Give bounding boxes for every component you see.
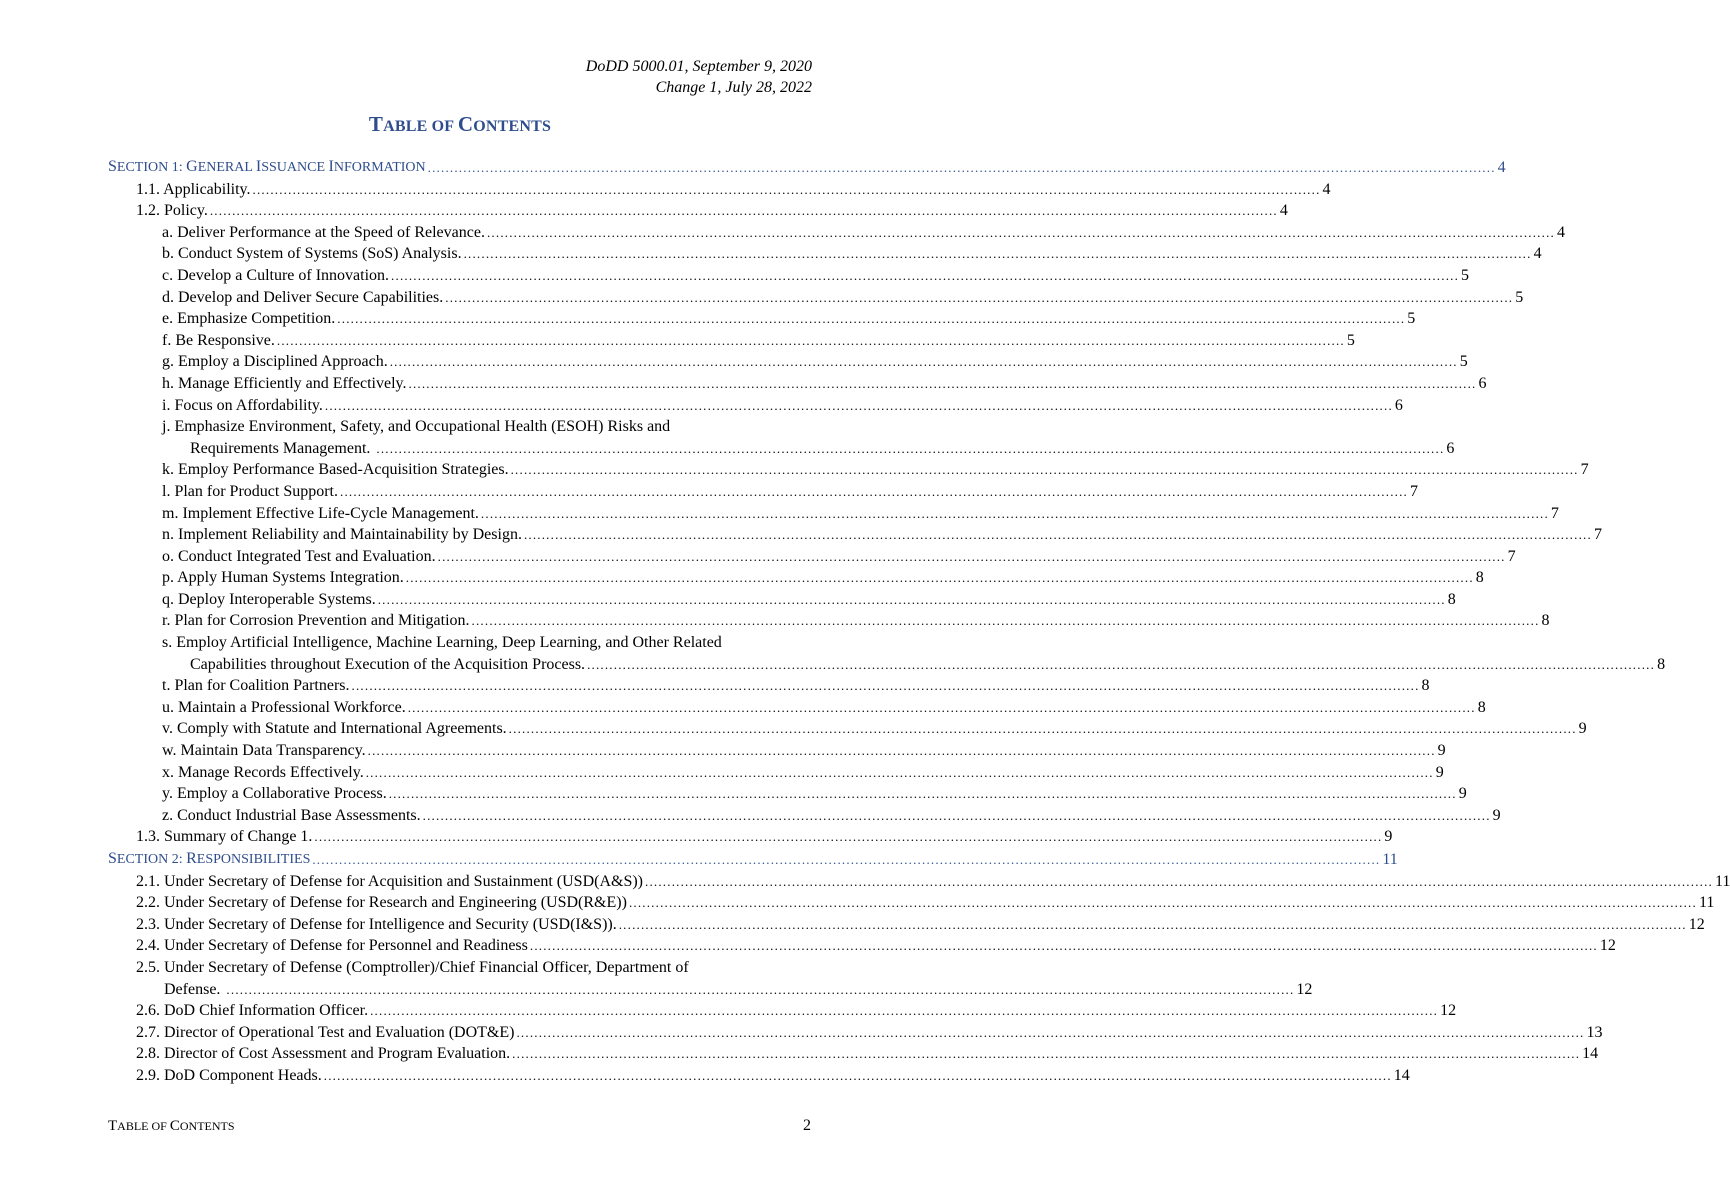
page-number: 11 <box>1382 851 1398 868</box>
page-number: 4 <box>1497 159 1506 176</box>
toc-subentry[interactable]: w. Maintain Data Transparency. ..... 9 <box>108 740 811 762</box>
toc-entry[interactable]: 2.2. Under Secretary of Defense for Research and Engineering (USD(R&E)) ..... 11 <box>108 892 811 914</box>
toc-subentry[interactable]: y. Employ a Collaborative Process. ..... 9 <box>108 783 811 805</box>
footer-title: TABLE OF CONTENTS <box>108 1118 235 1134</box>
toc-subentry[interactable]: z. Conduct Industrial Base Assessments. ..... 9 <box>108 805 811 827</box>
toc-subentry[interactable]: u. Maintain a Professional Workforce. ..... 8 <box>108 697 811 719</box>
toc-entry[interactable]: 2.1. Under Secretary of Defense for Acquisition and Sustainment (USD(A&S)) ..... 11 <box>108 871 811 893</box>
toc-subentry[interactable]: x. Manage Records Effectively. ..... 9 <box>108 762 811 784</box>
toc-subentry[interactable]: l. Plan for Product Support. ..... 7 <box>108 481 811 503</box>
toc-entry[interactable]: 2.8. Director of Cost Assessment and Program Evaluation. ..... 14 <box>108 1043 811 1065</box>
toc-section-1[interactable]: SECTION 1: GENERAL ISSUANCE INFORMATION ..... 4 <box>108 156 811 179</box>
toc-entry[interactable]: 1.3. Summary of Change 1. ..... 9 <box>108 826 811 848</box>
toc-subentry[interactable]: h. Manage Efficiently and Effectively. ..... 6 <box>108 373 811 395</box>
toc-subentry[interactable]: d. Develop and Deliver Secure Capabilities. ..... 5 <box>108 287 811 309</box>
toc-subentry[interactable]: g. Employ a Disciplined Approach. ..... 5 <box>108 351 811 373</box>
table-of-contents <box>108 156 1730 1087</box>
toc-entry[interactable]: 2.9. DoD Component Heads. ..... 14 <box>108 1065 811 1087</box>
toc-subentry[interactable]: e. Emphasize Competition. ..... 5 <box>108 308 811 330</box>
document-header <box>586 56 812 98</box>
toc-entry[interactable]: 1.2. Policy. ..... 4 <box>108 200 811 222</box>
toc-entry[interactable]: 2.6. DoD Chief Information Officer. ..... 12 <box>108 1000 811 1022</box>
toc-entry[interactable]: 2.5. Under Secretary of Defense (Comptroller)/Chief Financial Officer, Department of Defense. ..... 12 <box>108 957 811 1000</box>
toc-subentry[interactable]: q. Deploy Interoperable Systems. ..... 8 <box>108 589 811 611</box>
toc-subentry[interactable]: t. Plan for Coalition Partners. ..... 8 <box>108 675 811 697</box>
toc-entry[interactable]: 2.4. Under Secretary of Defense for Personnel and Readiness ..... 12 <box>108 935 811 957</box>
doc-id: DoDD 5000.01, September 9, 2020 <box>585 58 812 75</box>
toc-subentry[interactable]: o. Conduct Integrated Test and Evaluation. ..... 7 <box>108 546 811 568</box>
toc-subentry[interactable]: r. Plan for Corrosion Prevention and Mitigation. ..... 8 <box>108 610 811 632</box>
toc-subentry[interactable]: a. Deliver Performance at the Speed of Relevance. ..... 4 <box>108 222 811 244</box>
toc-entry[interactable]: 2.3. Under Secretary of Defense for Intelligence and Security (USD(I&S)). ..... 12 <box>108 914 811 936</box>
toc-section-2[interactable]: SECTION 2: RESPONSIBILITIES ..... 11 <box>108 848 811 871</box>
toc-subentry[interactable]: m. Implement Effective Life-Cycle Management. ..... 7 <box>108 503 811 525</box>
toc-subentry[interactable]: s. Employ Artificial Intelligence, Machine Learning, Deep Learning, and Other Related Capabilities throughout Execution of the Acquisition Process...... 8 <box>108 632 811 675</box>
toc-subentry[interactable]: p. Apply Human Systems Integration. ..... 8 <box>108 567 811 589</box>
toc-subentry[interactable]: b. Conduct System of Systems (SoS) Analysis. ..... 4 <box>108 243 811 265</box>
toc-entry[interactable]: 2.7. Director of Operational Test and Evaluation (DOT&E) ..... 13 <box>108 1022 811 1044</box>
toc-subentry[interactable]: i. Focus on Affordability. ..... 6 <box>108 395 811 417</box>
footer-page-number: 2 <box>803 1117 811 1134</box>
toc-subentry[interactable]: c. Develop a Culture of Innovation. ..... 5 <box>108 265 811 287</box>
page-title: TABLE OF CONTENTS <box>368 112 552 136</box>
change-line: Change 1, July 28, 2022 <box>655 79 812 96</box>
toc-subentry[interactable]: v. Comply with Statute and International Agreements. ..... 9 <box>108 718 811 740</box>
toc-subentry[interactable]: j. Emphasize Environment, Safety, and Occupational Health (ESOH) Risks and Requirements Management. ..... 6 <box>108 416 811 459</box>
toc-subentry[interactable]: k. Employ Performance Based-Acquisition Strategies. ..... 7 <box>108 459 811 481</box>
toc-subentry[interactable]: f. Be Responsive. ..... 5 <box>108 330 811 352</box>
toc-entry[interactable]: 1.1. Applicability. ..... 4 <box>108 179 811 201</box>
toc-subentry[interactable]: n. Implement Reliability and Maintainability by Design. ..... 7 <box>108 524 811 546</box>
